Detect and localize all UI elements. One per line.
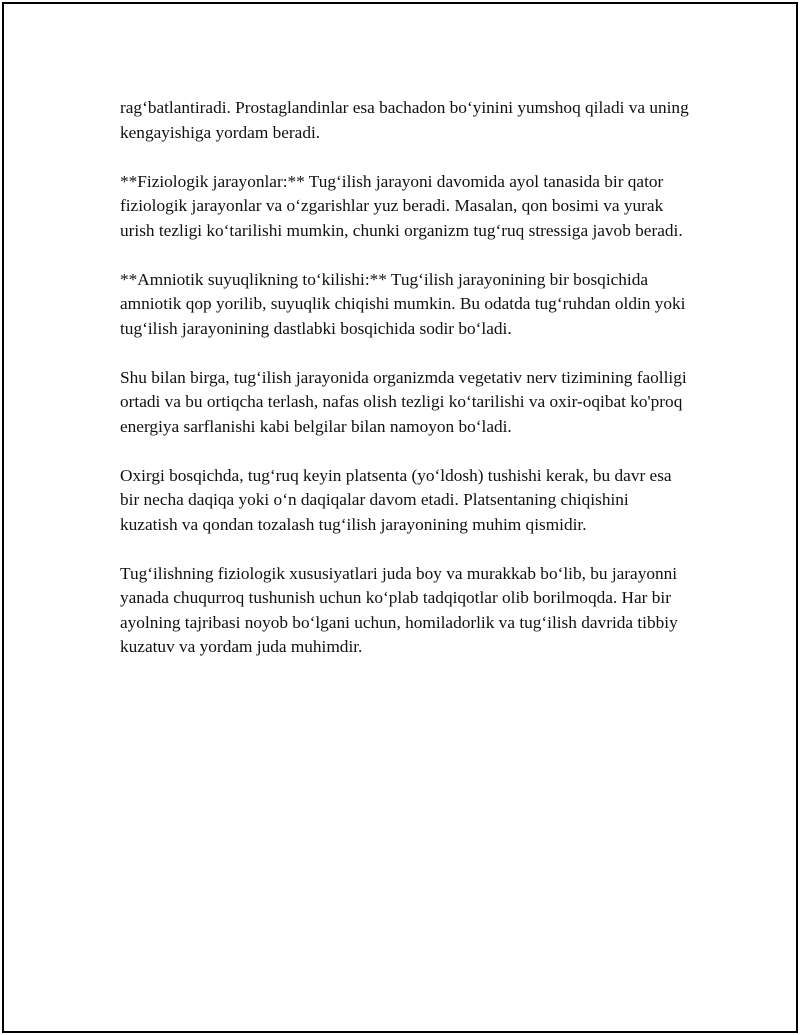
document-page bbox=[2, 2, 798, 1033]
paragraph-5: Oxirgi bosqichda, tug‘ruq keyin platsenta (yo‘ldosh) tushishi kerak, bu davr esa bir necha daqiqa yoki o‘n daqiqalar davom etadi. Platsentaning chiqishini kuzatish va qondan tozalash tug‘ilish jarayonining muhim qismidir. bbox=[120, 465, 672, 534]
paragraph-6: Tug‘ilishning fiziologik xususiyatlari juda boy va murakkab bo‘lib, bu jarayonni yanada chuqurroq tushunish uchun ko‘plab tadqiqotlar olib borilmoqda. Har bir ayolning tajribasi noyob bo‘lgani uchun, homiladorlik va tug‘ilish davrida tibbiy kuzatuv va yordam juda muhimdir. bbox=[120, 563, 678, 656]
paragraph-4: Shu bilan birga, tug‘ilish jarayonida organizmda vegetativ nerv tizimining faolligi ortadi va bu ortiqcha terlash, nafas olish tezligi ko‘tarilishi va oxir-oqibat ko'proq energiya sarflanishi kabi belgilar bilan namoyon bo‘ladi. bbox=[120, 367, 687, 436]
paragraph-3: **Amniotik suyuqlikning to‘kilishi:** Tug‘ilish jarayonining bir bosqichida amniotik qop yorilib, suyuqlik chiqishi mumkin. Bu odatda tug‘ruhdan oldin yoki tug‘ilish jarayonining dastlabki bosqichida sodir bo‘ladi. bbox=[120, 269, 686, 338]
paragraph-1: rag‘batlantiradi. Prostaglandinlar esa bachadon bo‘yinini yumshoq qiladi va uning kengayishiga yordam beradi. bbox=[120, 98, 689, 142]
document-body bbox=[120, 96, 690, 684]
paragraph-2: **Fiziologik jarayonlar:** Tug‘ilish jarayoni davomida ayol tanasida bir qator fiziologik jarayonlar va o‘zgarishlar yuz beradi. Masalan, qon bosimi va yurak urish tezligi ko‘tarilishi mumkin, chunki organizm tug‘ruq stressiga javob beradi. bbox=[120, 171, 683, 240]
